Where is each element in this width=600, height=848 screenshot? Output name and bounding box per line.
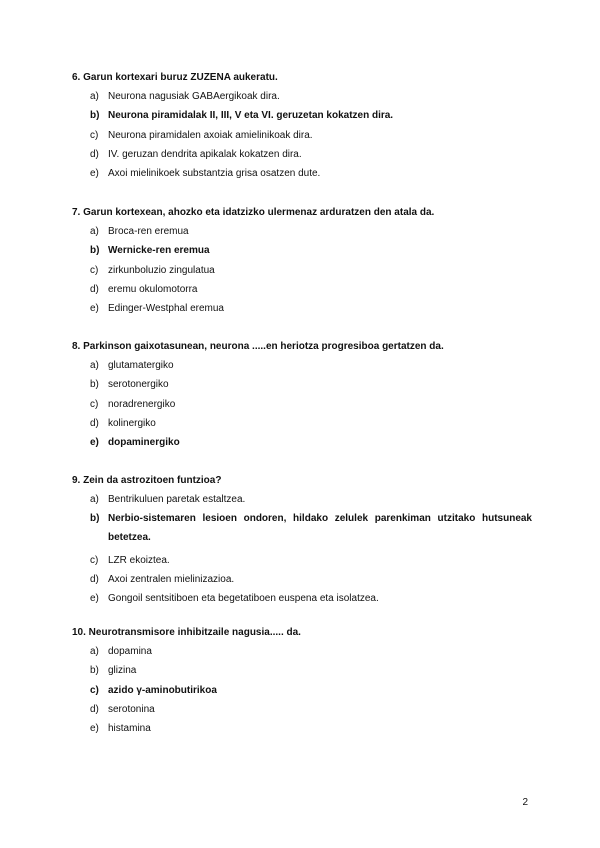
option-c — [72, 554, 532, 567]
question-title: 8. Parkinson gaixotasunean, neurona .....en heriotza progresiboa gertatzen da. — [72, 341, 444, 352]
page-number: 2 — [522, 797, 528, 808]
option-a — [72, 359, 532, 372]
option-letter: a) — [90, 360, 99, 371]
option-c-correct — [72, 684, 532, 697]
option-text: histamina — [108, 723, 151, 735]
option-letter: d) — [90, 148, 99, 160]
option-text: zirkunboluzio zingulatua — [108, 264, 215, 276]
option-letter: b) — [90, 513, 100, 525]
option-text: Axoi mielinikoek substantzia grisa osatzen dute. — [108, 168, 321, 180]
option-text: dopamina — [108, 646, 152, 657]
option-letter: e) — [90, 723, 99, 735]
option-text: Nerbio-sistemaren lesioen ondoren, hildako zelulek parenkiman utzitako hutsuneak betetzea. — [108, 513, 532, 544]
option-text: kolinergiko — [108, 417, 156, 429]
question-6 — [72, 71, 532, 186]
option-text: glizina — [108, 665, 137, 677]
option-text: glutamatergiko — [108, 360, 174, 371]
option-letter: c) — [90, 264, 99, 276]
option-letter: a) — [90, 494, 99, 505]
option-letter: e) — [90, 437, 99, 449]
option-letter: a) — [90, 646, 99, 657]
option-text: Bentrikuluen paretak estaltzea. — [108, 494, 246, 505]
option-letter: b) — [90, 110, 100, 122]
option-a — [72, 645, 532, 658]
option-d — [72, 148, 532, 161]
option-d — [72, 417, 532, 430]
option-text: dopaminergiko — [108, 437, 180, 449]
option-text: noradrenergiko — [108, 398, 176, 410]
option-b — [72, 378, 532, 391]
option-letter: a) — [90, 91, 99, 102]
option-letter: b) — [90, 245, 100, 257]
option-b-correct — [72, 244, 532, 257]
option-letter: d) — [90, 703, 99, 715]
option-letter: d) — [90, 417, 99, 429]
option-d — [72, 703, 532, 716]
option-b — [72, 664, 532, 677]
question-title: 7. Garun kortexean, ahozko eta idatzizko ulermenaz arduratzen den atala da. — [72, 207, 435, 218]
option-e — [72, 722, 532, 735]
option-text: Neurona piramidalen axoiak amielinikoak dira. — [108, 129, 313, 141]
option-text: Wernicke-ren eremua — [108, 245, 210, 257]
option-text: serotonina — [108, 703, 155, 715]
option-e-correct — [72, 436, 532, 449]
option-letter: c) — [90, 554, 99, 566]
option-text: LZR ekoiztea. — [108, 554, 170, 566]
option-letter: c) — [90, 129, 99, 141]
option-text: Axoi zentralen mielinizazioa. — [108, 573, 235, 585]
question-7 — [72, 206, 532, 321]
question-title: 10. Neurotransmisore inhibitzaile nagusia..... da. — [72, 627, 301, 638]
question-10 — [72, 626, 532, 741]
option-e — [72, 592, 532, 605]
option-letter: e) — [90, 593, 99, 605]
option-letter: e) — [90, 303, 99, 315]
option-letter: c) — [90, 684, 99, 696]
option-e — [72, 302, 532, 315]
option-d — [72, 573, 532, 586]
option-letter: b) — [90, 665, 99, 677]
question-title: 6. Garun kortexari buruz ZUZENA aukeratu. — [72, 72, 278, 83]
option-text: eremu okulomotorra — [108, 283, 198, 295]
option-text: Edinger-Westphal eremua — [108, 303, 224, 315]
option-letter: d) — [90, 283, 99, 295]
option-c — [72, 398, 532, 411]
option-text: Neurona nagusiak GABAergikoak dira. — [108, 91, 280, 102]
option-letter: e) — [90, 168, 99, 180]
option-text: azido γ-aminobutirikoa — [108, 684, 217, 696]
option-text: serotonergiko — [108, 379, 169, 391]
option-letter: d) — [90, 573, 99, 585]
option-b-correct — [72, 109, 532, 122]
option-b-correct — [72, 512, 532, 547]
option-text: Neurona piramidalak II, III, V eta VI. geruzetan kokatzen dira. — [108, 110, 394, 122]
option-letter: b) — [90, 379, 99, 391]
option-letter: c) — [90, 398, 99, 410]
question-8 — [72, 340, 532, 455]
option-a — [72, 90, 532, 103]
option-text: Gongoil sentsitiboen eta begetatiboen euspena eta isolatzea. — [108, 593, 379, 605]
option-c — [72, 264, 532, 277]
option-c — [72, 129, 532, 142]
option-text: Broca-ren eremua — [108, 226, 189, 237]
option-a — [72, 225, 532, 238]
option-d — [72, 283, 532, 296]
option-text: IV. geruzan dendrita apikalak kokatzen dira. — [108, 148, 302, 160]
question-title: 9. Zein da astrozitoen funtzioa? — [72, 475, 222, 486]
option-a — [72, 493, 532, 506]
option-e — [72, 167, 532, 180]
question-9 — [72, 474, 532, 611]
option-letter: a) — [90, 226, 99, 237]
